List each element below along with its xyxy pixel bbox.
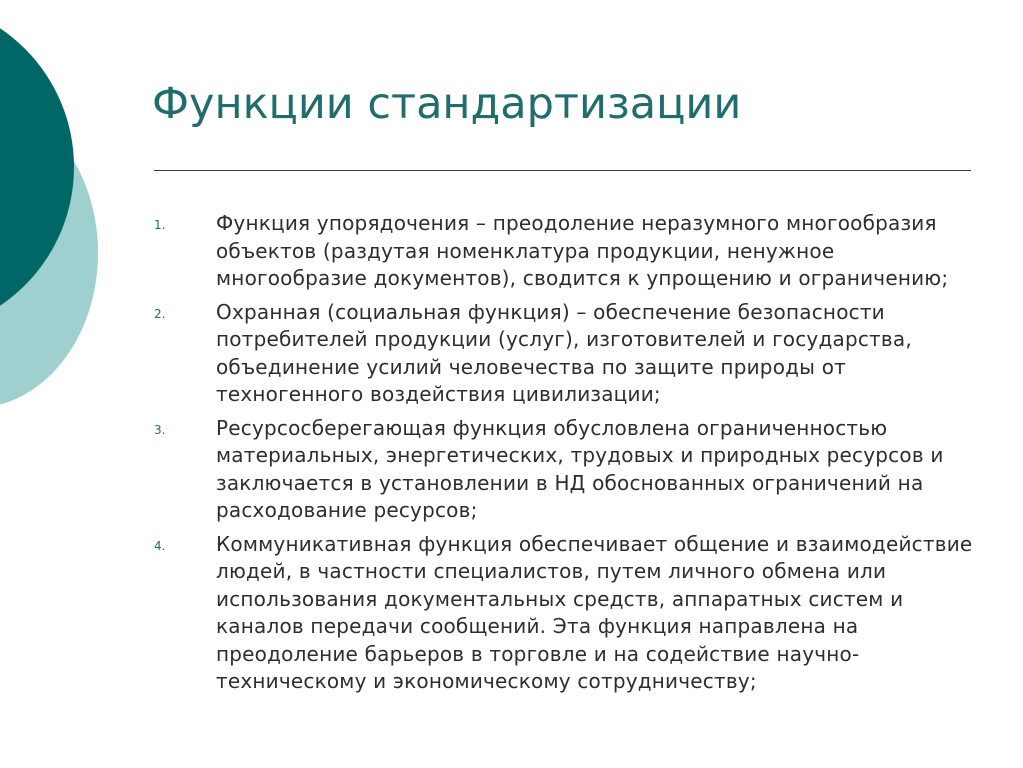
slide-title: Функции стандартизации (152, 79, 742, 129)
functions-list (154, 210, 974, 702)
list-item-text: Охранная (социальная функция) – обеспечение безопасности потребителей продукции (услуг), изготовителей и государства, объединение усилий человечества по защите природы от техногенного воздействия цивилизации; (216, 299, 912, 406)
list-item-text: Функция упорядочения – преодоление неразумного многообразия объектов (раздутая номенклатура продукции, ненужное многообразие документов), сводится к упрощению и ограничению; (216, 211, 949, 290)
list-item (154, 210, 974, 293)
list-item (154, 299, 974, 409)
list-item-text: Коммуникативная функция обеспечивает общение и взаимодействие людей, в частности специалистов, путем личного обмена или использования документальных средств, аппаратных систем и каналов передачи сообщений. Эта функция направлена на преодоление барьеров в торговле и на содействие научно-техническому и экономическому сотрудничеству; (216, 531, 973, 693)
list-item-number: 2. (154, 306, 166, 321)
list-item (154, 531, 974, 696)
title-divider (154, 170, 971, 171)
list-item-number: 1. (154, 218, 166, 232)
list-item (154, 415, 974, 525)
list-item-text: Ресурсосберегающая функция обусловлена ограниченностью материальных, энергетических, трудовых и природных ресурсов и заключается в установлении в НД обоснованных ограничений на расходование ресурсов; (216, 415, 944, 522)
list-item-number: 4. (154, 538, 166, 553)
list-item-number: 3. (154, 422, 166, 437)
